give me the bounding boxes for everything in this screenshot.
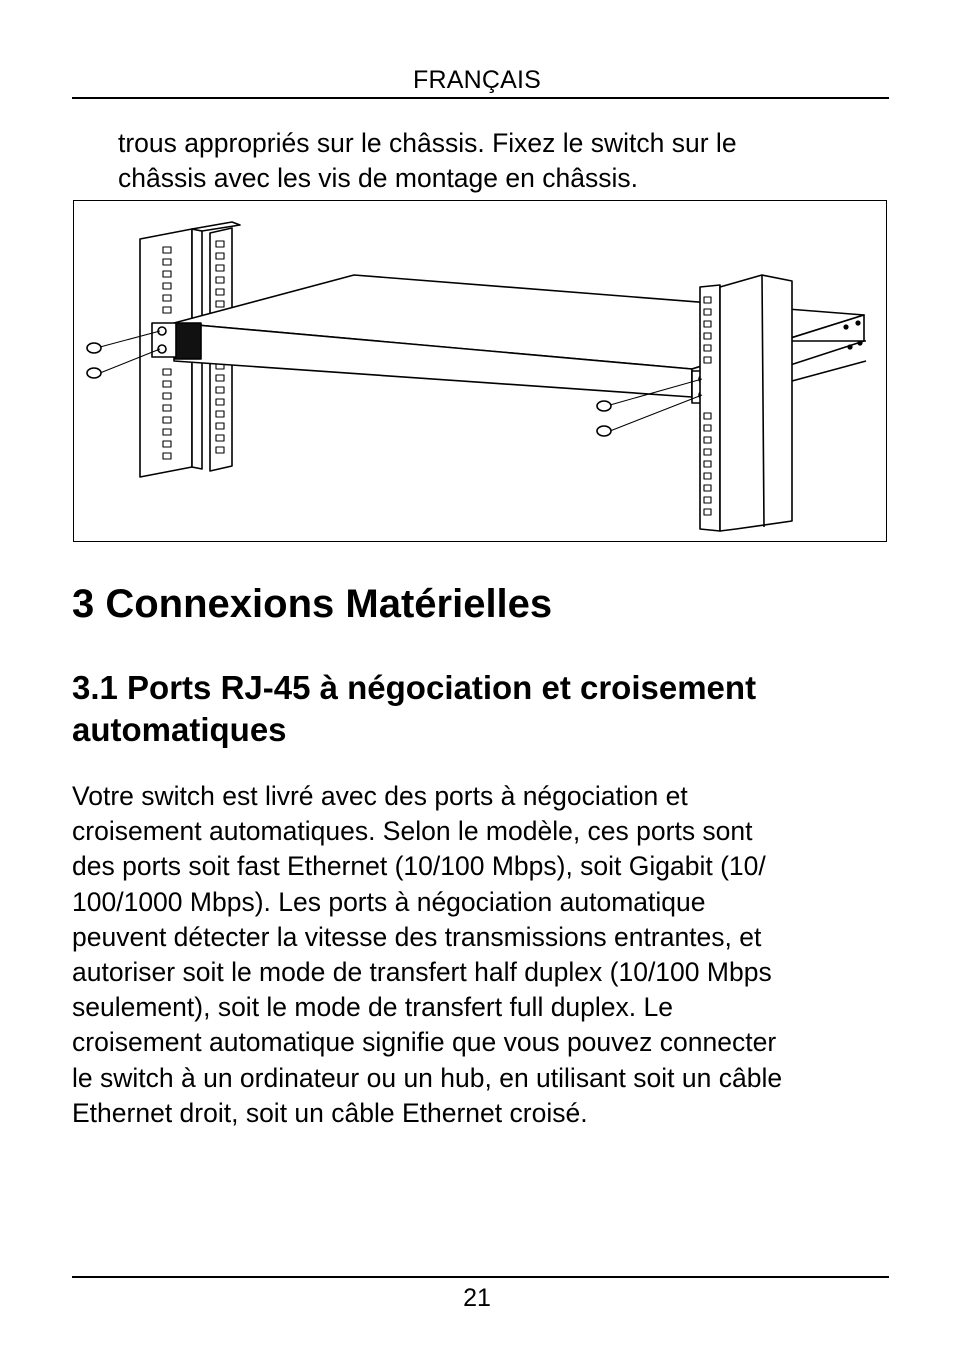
intro-paragraph bbox=[118, 126, 878, 196]
rack-mount-figure bbox=[73, 200, 887, 542]
body-line: seulement), soit le mode de transfert full duplex. Le bbox=[72, 992, 673, 1023]
subsection-title bbox=[72, 667, 892, 751]
body-paragraph bbox=[72, 779, 892, 1131]
footer-divider bbox=[72, 1276, 889, 1278]
body-line: Ethernet droit, soit un câble Ethernet croisé. bbox=[72, 1097, 588, 1128]
intro-line: châssis avec les vis de montage en châssis. bbox=[118, 163, 638, 193]
subsection-title-line: automatiques bbox=[72, 711, 287, 748]
body-line: autoriser soit le mode de transfert half duplex (10/100 Mbps bbox=[72, 957, 772, 988]
page-number: 21 bbox=[463, 1284, 491, 1312]
subsection-title-line: 3.1 Ports RJ-45 à négociation et croisement bbox=[72, 669, 757, 706]
body-line: croisement automatiques. Selon le modèle, ces ports sont bbox=[72, 816, 753, 847]
intro-line: trous appropriés sur le châssis. Fixez le switch sur le bbox=[118, 128, 737, 158]
body-line: le switch à un ordinateur ou un hub, en utilisant soit un câble bbox=[72, 1062, 783, 1093]
header-language-label: FRANÇAIS bbox=[412, 66, 541, 94]
body-line: Votre switch est livré avec des ports à négociation et bbox=[72, 781, 688, 811]
section-title: 3 Connexions Matérielles bbox=[72, 582, 553, 626]
body-line: peuvent détecter la vitesse des transmissions entrantes, et bbox=[72, 921, 762, 952]
body-line: croisement automatique signifie que vous pouvez connecter bbox=[72, 1027, 777, 1058]
header-divider bbox=[72, 97, 889, 99]
body-line: 100/1000 Mbps). Les ports à négociation automatique bbox=[72, 886, 706, 917]
rack-mount-switch-illustration bbox=[74, 201, 885, 540]
body-line: des ports soit fast Ethernet (10/100 Mbps), soit Gigabit (10/ bbox=[72, 851, 766, 882]
